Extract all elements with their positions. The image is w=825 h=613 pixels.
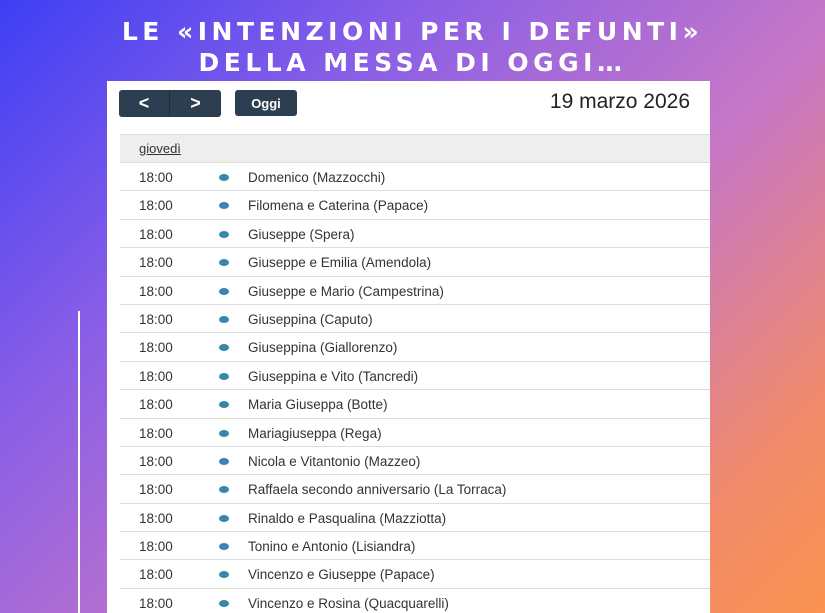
today-button[interactable]: Oggi <box>235 90 297 116</box>
event-title[interactable]: Raffaela secondo anniversario (La Torraca) <box>248 482 507 498</box>
event-time: 18:00 <box>139 198 173 214</box>
banner-line-1: LE «INTENZIONI PER I DEFUNTI» <box>121 17 704 46</box>
event-time: 18:00 <box>139 170 173 185</box>
banner-line-2: DELLA MESSA DI OGGI… <box>198 48 627 77</box>
day-link[interactable]: giovedì <box>139 141 181 156</box>
event-title[interactable]: Giuseppina (Giallorenzo) <box>248 340 398 356</box>
event-time: 18:00 <box>139 255 173 271</box>
event-row[interactable] <box>120 447 710 475</box>
event-dot-icon <box>219 344 229 351</box>
event-dot-icon <box>219 202 229 209</box>
event-title[interactable]: Giuseppe e Emilia (Amendola) <box>248 255 432 271</box>
event-dot-icon <box>219 458 229 465</box>
event-title[interactable]: Vincenzo e Rosina (Quacquarelli) <box>248 595 449 611</box>
event-title[interactable]: Giuseppina e Vito (Tancredi) <box>248 368 419 384</box>
event-row[interactable] <box>120 504 710 532</box>
event-title[interactable]: Mariagiuseppa (Rega) <box>248 425 382 441</box>
event-time: 18:00 <box>139 283 173 299</box>
event-dot-icon <box>219 515 229 522</box>
date-title: 19 marzo 2026 <box>549 90 690 113</box>
calendar-panel <box>107 81 710 613</box>
event-title[interactable]: Maria Giuseppa (Botte) <box>248 397 388 413</box>
prev-button[interactable]: < <box>119 90 170 117</box>
event-row[interactable] <box>120 390 710 418</box>
event-dot-icon <box>219 288 229 295</box>
event-time: 18:00 <box>139 226 173 242</box>
event-title[interactable]: Tonino e Antonio (Lisiandra) <box>248 539 416 555</box>
event-time: 18:00 <box>139 567 173 583</box>
event-title[interactable]: Rinaldo e Pasqualina (Mazziotta) <box>248 510 447 526</box>
event-row[interactable] <box>120 475 710 503</box>
event-dot-icon <box>219 543 229 550</box>
event-title[interactable]: Nicola e Vitantonio (Mazzeo) <box>248 453 421 469</box>
event-time: 18:00 <box>139 539 173 555</box>
event-dot-icon <box>219 316 229 323</box>
event-row[interactable] <box>120 248 710 276</box>
event-dot-icon <box>219 401 229 408</box>
event-title[interactable]: Filomena e Caterina (Papace) <box>248 198 429 214</box>
event-dot-icon <box>219 486 229 493</box>
event-dot-icon <box>219 373 229 380</box>
event-row[interactable] <box>120 589 710 613</box>
event-row[interactable] <box>120 220 710 248</box>
event-time: 18:00 <box>139 595 173 611</box>
event-dot-icon <box>219 259 229 266</box>
event-list <box>120 134 710 613</box>
event-title[interactable]: Giuseppe (Spera) <box>248 226 355 242</box>
event-time: 18:00 <box>139 453 173 469</box>
day-header <box>120 135 710 163</box>
event-row[interactable] <box>120 560 710 588</box>
event-row[interactable] <box>120 532 710 560</box>
event-dot-icon <box>219 430 229 437</box>
event-dot-icon <box>219 231 229 238</box>
event-time: 18:00 <box>139 397 173 413</box>
event-row[interactable] <box>120 277 710 305</box>
event-title[interactable]: Giuseppe e Mario (Campestrina) <box>248 283 444 299</box>
next-button[interactable]: > <box>170 90 221 117</box>
event-dot-icon <box>219 600 229 607</box>
nav-button-group <box>119 90 221 117</box>
event-title[interactable]: Vincenzo e Giuseppe (Papace) <box>248 567 435 583</box>
event-row[interactable] <box>120 362 710 390</box>
event-time: 18:00 <box>139 311 173 327</box>
event-time: 18:00 <box>139 340 173 356</box>
banner-title <box>0 16 825 78</box>
event-row[interactable] <box>120 305 710 333</box>
event-row[interactable] <box>120 163 710 191</box>
event-time: 18:00 <box>139 510 173 526</box>
event-time: 18:00 <box>139 482 173 498</box>
decorative-divider <box>78 311 80 613</box>
event-dot-icon <box>219 174 229 181</box>
event-time: 18:00 <box>139 425 173 441</box>
event-title[interactable]: Giuseppina (Caputo) <box>248 311 373 327</box>
event-dot-icon <box>219 571 229 578</box>
event-row[interactable] <box>120 333 710 361</box>
event-title[interactable]: Domenico (Mazzocchi) <box>248 170 386 185</box>
event-row[interactable] <box>120 191 710 219</box>
event-row[interactable] <box>120 419 710 447</box>
event-time: 18:00 <box>139 368 173 384</box>
